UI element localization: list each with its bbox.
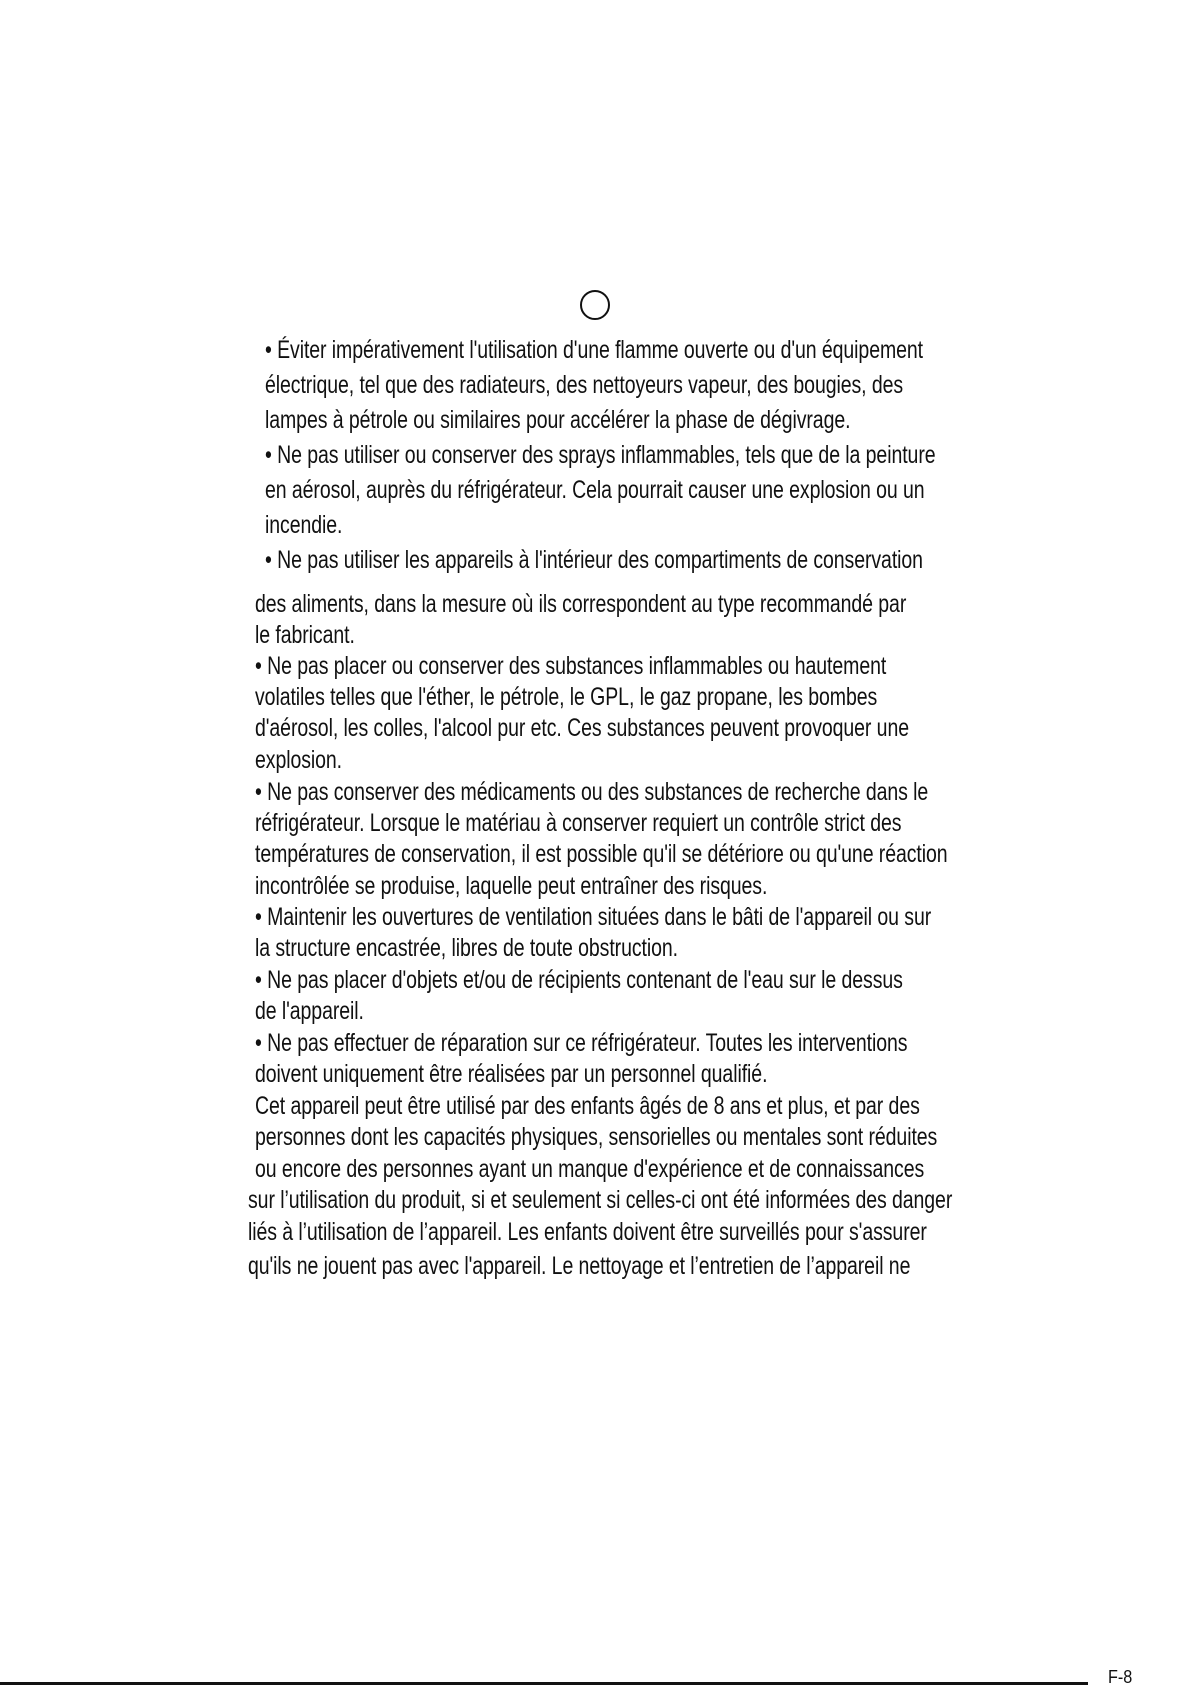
page-number-fragment: F-8 (1108, 1667, 1133, 1687)
document-line: • Maintenir les ouvertures de ventilation situées dans le bâti de l'appareil ou sur (255, 903, 932, 931)
document-line: • Ne pas effectuer de réparation sur ce réfrigérateur. Toutes les interventions (255, 1029, 908, 1057)
document-line: volatiles telles que l'éther, le pétrole, le GPL, le gaz propane, les bombes (255, 683, 878, 711)
document-line: Cet appareil peut être utilisé par des enfants âgés de 8 ans et plus, et par des (255, 1092, 920, 1120)
document-line: explosion. (255, 746, 343, 774)
document-line: en aérosol, auprès du réfrigérateur. Cela pourrait causer une explosion ou un (265, 476, 925, 504)
document-line: • Ne pas conserver des médicaments ou des substances de recherche dans le (255, 778, 929, 806)
document-line: • Ne pas placer ou conserver des substances inflammables ou hautement (255, 652, 887, 680)
document-line: doivent uniquement être réalisées par un personnel qualifié. (255, 1060, 768, 1088)
document-line: ou encore des personnes ayant un manque d'expérience et de connaissances (255, 1155, 925, 1183)
document-line: électrique, tel que des radiateurs, des nettoyeurs vapeur, des bougies, des (265, 371, 904, 399)
document-line: de l'appareil. (255, 997, 364, 1025)
document-line: températures de conservation, il est possible qu'il se détériore ou qu'une réaction (255, 840, 948, 868)
document-line: la structure encastrée, libres de toute obstruction. (255, 934, 679, 962)
document-line: • Ne pas placer d'objets et/ou de récipients contenant de l'eau sur le dessus (255, 966, 903, 994)
document-line: incendie. (265, 511, 343, 539)
document-line: incontrôlée se produise, laquelle peut entraîner des risques. (255, 872, 768, 900)
document-line: qu'ils ne jouent pas avec l'appareil. Le nettoyage et l’entretien de l’appareil ne (248, 1252, 911, 1280)
page-marker-circle (580, 290, 610, 320)
document-line: • Ne pas utiliser ou conserver des sprays inflammables, tels que de la peinture (265, 441, 936, 469)
document-line: lampes à pétrole ou similaires pour accélérer la phase de dégivrage. (265, 406, 851, 434)
document-line: sur l’utilisation du produit, si et seulement si celles-ci ont été informées des danger (248, 1186, 953, 1214)
document-line: réfrigérateur. Lorsque le matériau à conserver requiert un contrôle strict des (255, 809, 902, 837)
document-line: liés à l’utilisation de l’appareil. Les enfants doivent être surveillés pour s'assurer (248, 1218, 927, 1246)
document-line: personnes dont les capacités physiques, sensorielles ou mentales sont réduites (255, 1123, 938, 1151)
document-line: • Éviter impérativement l'utilisation d'une flamme ouverte ou d'un équipement (265, 336, 924, 364)
document-line: le fabricant. (255, 621, 355, 649)
document-line: des aliments, dans la mesure où ils correspondent au type recommandé par (255, 590, 907, 618)
document-line: d'aérosol, les colles, l'alcool pur etc. Ces substances peuvent provoquer une (255, 714, 909, 742)
document-line: • Ne pas utiliser les appareils à l'intérieur des compartiments de conservation (265, 546, 923, 574)
